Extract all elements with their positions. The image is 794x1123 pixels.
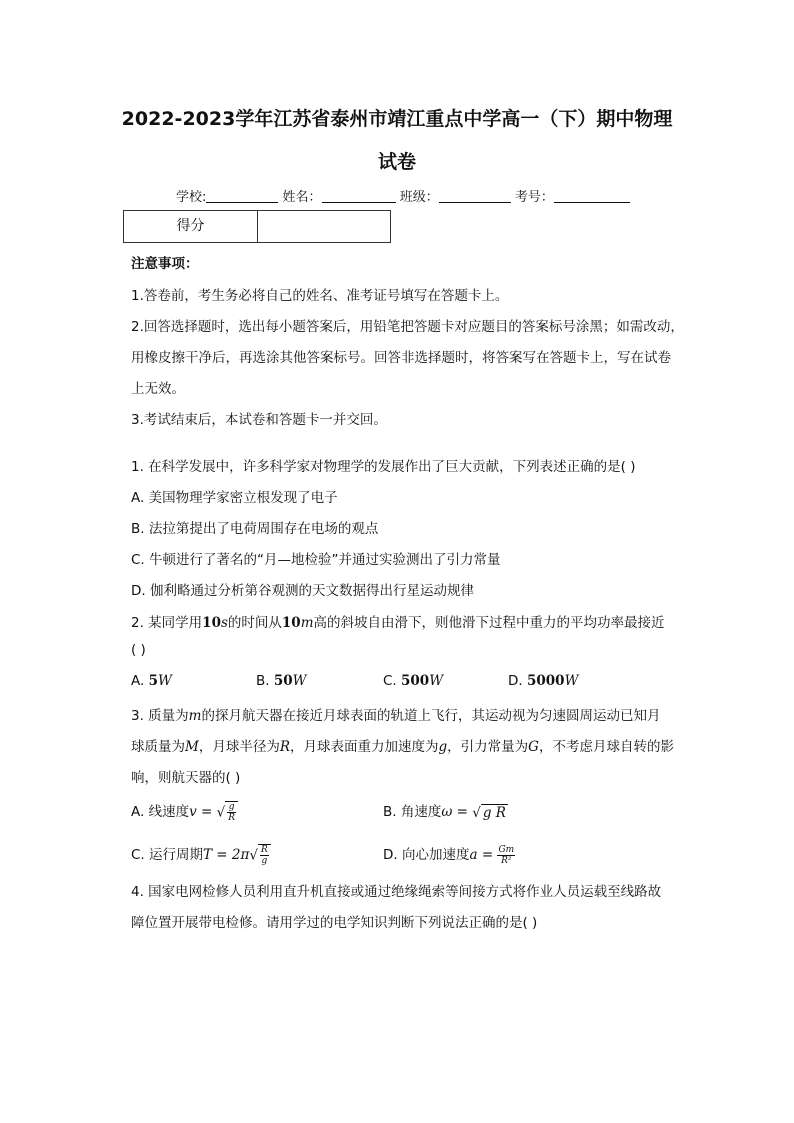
class-label: 班级：: [399, 190, 439, 205]
question-1-option-a: A. 美国物理学家密立根发现了电子: [131, 490, 338, 506]
q3-b-sqrt: √ g R: [472, 804, 506, 821]
question-3-option-c: [131, 843, 271, 866]
q3-text-1: 3. 质量为: [131, 708, 189, 724]
school-blank: [206, 189, 278, 203]
q2-b-unit: W: [292, 673, 307, 689]
q2-height-value: 10: [281, 615, 301, 631]
question-1-option-c: C. 牛顿进行了著名的“月—地检验”并通过实验测出了引力常量: [131, 552, 501, 568]
q2-d-label: D.: [508, 673, 527, 689]
note-2-line-1: 2.回答选择题时，选出每小题答案后，用铅笔把答题卡对应题目的答案标号涂黑；如需改动，: [131, 319, 684, 335]
question-2-option-c: [383, 673, 443, 689]
q3-d-denominator: R²: [501, 855, 512, 866]
q2-d-value: 5000: [526, 673, 565, 689]
question-2-stem: [131, 611, 665, 631]
score-label: 得分: [124, 211, 258, 242]
question-3-stem-line-3: 响，则航天器的( ): [131, 770, 241, 786]
q2-a-unit: W: [158, 673, 172, 689]
q3-text-2: 的探月航天器在接近月球表面的轨道上飞行，其运动视为匀速圆周运动已知月: [201, 708, 661, 724]
exam-number-label: 考号：: [514, 190, 554, 205]
score-box: [123, 210, 391, 243]
question-2-option-a: [131, 673, 172, 689]
q2-a-value: 5: [148, 673, 158, 689]
q3-a-label: A. 线速度: [131, 804, 190, 820]
question-3-stem-line-2: [131, 735, 674, 755]
q2-text-1: 2. 某同学用: [131, 615, 203, 631]
q3-c-label: C. 运行周期: [131, 847, 204, 863]
question-3-option-d: [383, 843, 515, 866]
q3-d-fraction: [497, 845, 515, 866]
q2-d-unit: W: [564, 673, 579, 689]
notes-heading: 注意事项：: [131, 256, 199, 272]
question-3-option-a: [131, 800, 238, 823]
note-3: 3.考试结束后，本试卷和答题卡一并交回。: [131, 412, 387, 428]
q3-text-7: ，不考虑月球自转的影: [538, 739, 674, 755]
question-4-stem-line-1: 4. 国家电网检修人员利用直升机直接或通过绝缘绳索等间接方式将作业人员运载至线路故: [131, 884, 662, 900]
question-1-option-d: D. 伽利略通过分析第谷观测的天文数据得出行星运动规律: [131, 583, 474, 599]
name-blank: [322, 189, 396, 203]
student-info-row: [176, 186, 630, 205]
name-label: 姓名：: [282, 190, 322, 205]
q3-b-radicand: g R: [482, 804, 506, 821]
question-4-stem-line-2: 障位置开展带电检修。请用学过的电学知识判断下列说法正确的是( ): [131, 915, 538, 931]
note-1: 1.答卷前，考生务必将自己的姓名、准考证号填写在答题卡上。: [131, 288, 509, 304]
question-2-paren: ( ): [131, 642, 146, 658]
q3-var-G: G: [528, 739, 539, 755]
q3-text-4: ，月球半径为: [198, 739, 280, 755]
q3-c-numerator: R: [261, 845, 268, 855]
q2-c-value: 500: [401, 673, 430, 689]
class-blank: [439, 189, 511, 203]
q3-c-denominator: g: [261, 856, 268, 866]
q3-b-label: B. 角速度: [383, 804, 442, 820]
q2-time-unit: s: [220, 615, 228, 631]
question-1-option-b: B. 法拉第提出了电荷周围存在电场的观点: [131, 521, 379, 537]
q3-c-equation: T = 2π: [203, 847, 250, 863]
question-3-stem-line-1: [131, 704, 660, 724]
q2-text-2: 的时间从: [227, 615, 282, 631]
page-title-line-1: 2022-2023学年江苏省泰州市靖江重点中学高一（下）期中物理: [121, 108, 673, 130]
question-2-option-d: [508, 673, 578, 689]
q3-d-equation: a =: [469, 847, 498, 863]
q2-text-3: 高的斜坡自由滑下，则他滑下过程中重力的平均功率最接近: [313, 615, 665, 631]
q3-var-m: m: [188, 708, 202, 724]
q3-a-denominator: R: [228, 813, 236, 823]
q3-text-6: ，引力常量为: [447, 739, 529, 755]
q3-a-sqrt: √ $\frac{g}{R}$: [217, 801, 238, 823]
q2-c-unit: W: [429, 673, 444, 689]
q2-a-label: A.: [131, 673, 149, 689]
q2-c-label: C.: [383, 673, 402, 689]
q2-b-label: B.: [256, 673, 274, 689]
q3-d-label: D. 向心加速度: [383, 847, 470, 863]
question-2-option-b: [256, 673, 307, 689]
q3-a-numerator: g: [228, 802, 235, 812]
score-value-cell: [258, 211, 390, 242]
q3-var-R: R: [279, 739, 290, 755]
q3-c-sqrt: √ $\frac{R}{g}$: [249, 844, 270, 866]
note-2-line-2: 用橡皮擦干净后，再选涂其他答案标号。回答非选择题时，将答案写在答题卡上，写在试卷: [131, 350, 671, 366]
q2-b-value: 50: [273, 673, 293, 689]
question-1-stem: 1. 在科学发展中，许多科学家对物理学的发展作出了巨大贡献，下列表述正确的是( ): [131, 459, 636, 475]
school-label: 学校:: [176, 190, 207, 205]
question-3-option-b: [383, 800, 508, 821]
q3-d-numerator: Gm: [498, 844, 515, 855]
q3-b-equation: ω =: [441, 804, 473, 820]
q3-text-5: ，月球表面重力加速度为: [290, 739, 439, 755]
q2-time-value: 10: [202, 615, 221, 631]
q3-var-M: M: [185, 739, 199, 755]
q2-height-unit: m: [300, 615, 314, 631]
q3-var-g: g: [438, 739, 448, 755]
note-2-line-3: 上无效。: [131, 381, 185, 397]
exam-number-blank: [554, 189, 630, 203]
page-title-line-2: 试卷: [377, 151, 416, 173]
q3-a-equation: v =: [189, 804, 217, 820]
q3-text-3: 球质量为: [131, 739, 185, 755]
